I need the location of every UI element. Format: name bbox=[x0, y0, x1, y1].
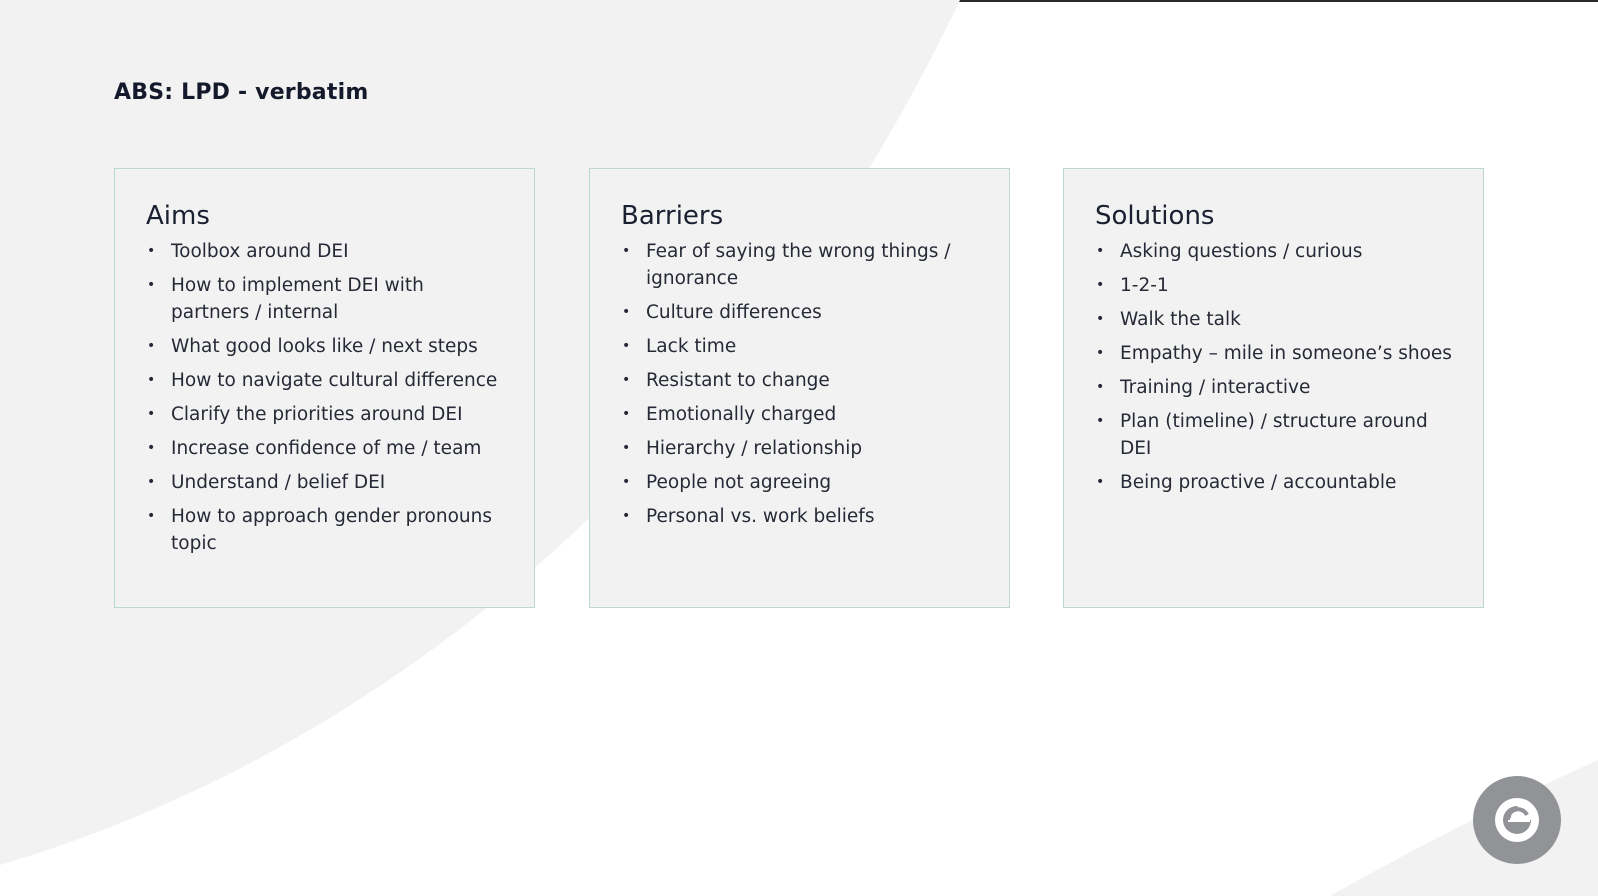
list-item bbox=[1095, 340, 1455, 367]
list-item bbox=[621, 469, 981, 496]
slide-title: ABS: LPD - verbatim bbox=[114, 80, 369, 105]
list-item-text: Walk the talk bbox=[1120, 309, 1241, 330]
list-item bbox=[1095, 238, 1455, 265]
bullet-icon: • bbox=[1096, 345, 1105, 361]
barriers-list bbox=[621, 238, 981, 530]
list-item bbox=[146, 503, 506, 557]
solutions-list bbox=[1095, 238, 1455, 496]
list-item-text: Asking questions / curious bbox=[1120, 241, 1363, 262]
bullet-icon: • bbox=[1096, 243, 1105, 259]
list-item-text: How to approach gender pronouns topic bbox=[171, 506, 493, 554]
bullet-icon: • bbox=[147, 508, 156, 524]
bullet-icon: • bbox=[147, 243, 156, 259]
bullet-icon: • bbox=[622, 372, 631, 388]
list-item-text: How to implement DEI with partners / internal bbox=[171, 275, 424, 323]
list-item bbox=[621, 503, 981, 530]
list-item bbox=[146, 333, 506, 360]
list-item-text: Training / interactive bbox=[1120, 377, 1311, 398]
list-item bbox=[146, 272, 506, 326]
bullet-icon: • bbox=[147, 440, 156, 456]
list-item-text: Increase confidence of me / team bbox=[171, 438, 482, 459]
bullet-icon: • bbox=[147, 277, 156, 293]
aims-heading: Aims bbox=[146, 201, 210, 231]
list-item-text: Plan (timeline) / structure around DEI bbox=[1120, 411, 1428, 459]
bullet-icon: • bbox=[622, 440, 631, 456]
list-item-text: People not agreeing bbox=[646, 472, 832, 493]
list-item bbox=[621, 238, 981, 292]
list-item-text: What good looks like / next steps bbox=[171, 336, 478, 357]
circle-e-logo-icon bbox=[1473, 776, 1561, 864]
bullet-icon: • bbox=[1096, 474, 1105, 490]
bullet-icon: • bbox=[622, 406, 631, 422]
list-item-text: Toolbox around DEI bbox=[171, 241, 349, 262]
list-item-text: Hierarchy / relationship bbox=[646, 438, 863, 459]
list-item-text: Resistant to change bbox=[646, 370, 830, 391]
aims-list bbox=[146, 238, 506, 557]
list-item-text: How to navigate cultural difference bbox=[171, 370, 498, 391]
list-item-text: Personal vs. work beliefs bbox=[646, 506, 875, 527]
solutions-heading: Solutions bbox=[1095, 201, 1215, 231]
bullet-icon: • bbox=[1096, 379, 1105, 395]
list-item bbox=[146, 367, 506, 394]
list-item bbox=[1095, 469, 1455, 496]
bullet-icon: • bbox=[622, 508, 631, 524]
list-item bbox=[621, 401, 981, 428]
bullet-icon: • bbox=[1096, 311, 1105, 327]
list-item-text: Clarify the priorities around DEI bbox=[171, 404, 463, 425]
bullet-icon: • bbox=[147, 338, 156, 354]
list-item-text: Culture differences bbox=[646, 302, 822, 323]
list-item bbox=[621, 299, 981, 326]
list-item bbox=[146, 238, 506, 265]
list-item-text: Being proactive / accountable bbox=[1120, 472, 1397, 493]
list-item bbox=[1095, 272, 1455, 299]
barriers-heading: Barriers bbox=[621, 201, 724, 231]
list-item-text: Empathy – mile in someone’s shoes bbox=[1120, 343, 1452, 364]
list-item-text: Understand / belief DEI bbox=[171, 472, 386, 493]
bullet-icon: • bbox=[622, 474, 631, 490]
list-item bbox=[621, 333, 981, 360]
bullet-icon: • bbox=[1096, 277, 1105, 293]
list-item bbox=[1095, 306, 1455, 333]
list-item bbox=[146, 401, 506, 428]
aims-card bbox=[114, 168, 535, 608]
brand-mark-icon bbox=[1490, 793, 1544, 847]
solutions-card bbox=[1063, 168, 1484, 608]
bullet-icon: • bbox=[147, 474, 156, 490]
bullet-icon: • bbox=[147, 372, 156, 388]
list-item-text: Emotionally charged bbox=[646, 404, 837, 425]
list-item bbox=[621, 435, 981, 462]
list-item bbox=[1095, 408, 1455, 462]
list-item-text: Lack time bbox=[646, 336, 737, 357]
list-item bbox=[146, 435, 506, 462]
bullet-icon: • bbox=[622, 243, 631, 259]
bullet-icon: • bbox=[1096, 413, 1105, 429]
list-item bbox=[621, 367, 981, 394]
bullet-icon: • bbox=[622, 338, 631, 354]
bullet-icon: • bbox=[147, 406, 156, 422]
list-item-text: 1-2-1 bbox=[1120, 275, 1169, 296]
list-item-text: Fear of saying the wrong things / ignorance bbox=[646, 241, 951, 289]
bullet-icon: • bbox=[622, 304, 631, 320]
barriers-card bbox=[589, 168, 1010, 608]
list-item bbox=[1095, 374, 1455, 401]
list-item bbox=[146, 469, 506, 496]
